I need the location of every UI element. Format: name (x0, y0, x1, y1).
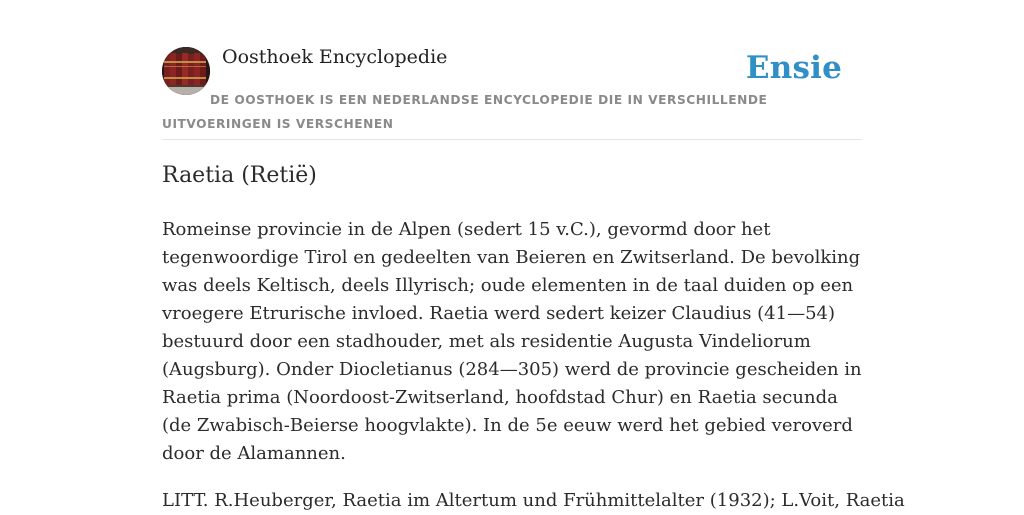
site-header (162, 0, 862, 140)
ensie-logo[interactable]: Ensie (745, 50, 842, 86)
site-title[interactable]: Oosthoek Encyclopedie (222, 46, 448, 68)
literature-reference: LITT. R.Heuberger, Raetia im Altertum und Frühmittelalter (1932); L.Voit, Raetia (162, 490, 905, 511)
article-paragraph: Romeinse provincie in de Alpen (sedert 15 v.C.), gevormd door het tegenwoordige Tirol en gedeelten van Beieren en Zwitserland. De bevolking was deels Keltisch, deels Illyrisch; oude elementen in de taal duiden op een vroegere Etrurische invloed. Raetia werd sedert keizer Claudius (41—54) bestuurd door een stadhouder, met als residentie Augusta Vindeliorum (Augsburg). Onder Diocletianus (284—305) werd de provincie gescheiden in Raetia prima (Noordoost-Zwitserland, hoofdstad Chur) en Raetia secunda (de Zwabisch-Beierse hoogvlakte). In de 5e eeuw werd het gebied veroverd door de Alamannen. (162, 219, 862, 464)
article-title: Raetia (Retië) (162, 163, 317, 188)
article-body (162, 216, 905, 515)
page (162, 0, 905, 512)
site-tagline: DE OOSTHOEK IS EEN NEDERLANDSE ENCYCLOPEDIE DIE IN VERSCHILLENDE UITVOERINGEN IS VERSCHENEN (162, 93, 768, 131)
